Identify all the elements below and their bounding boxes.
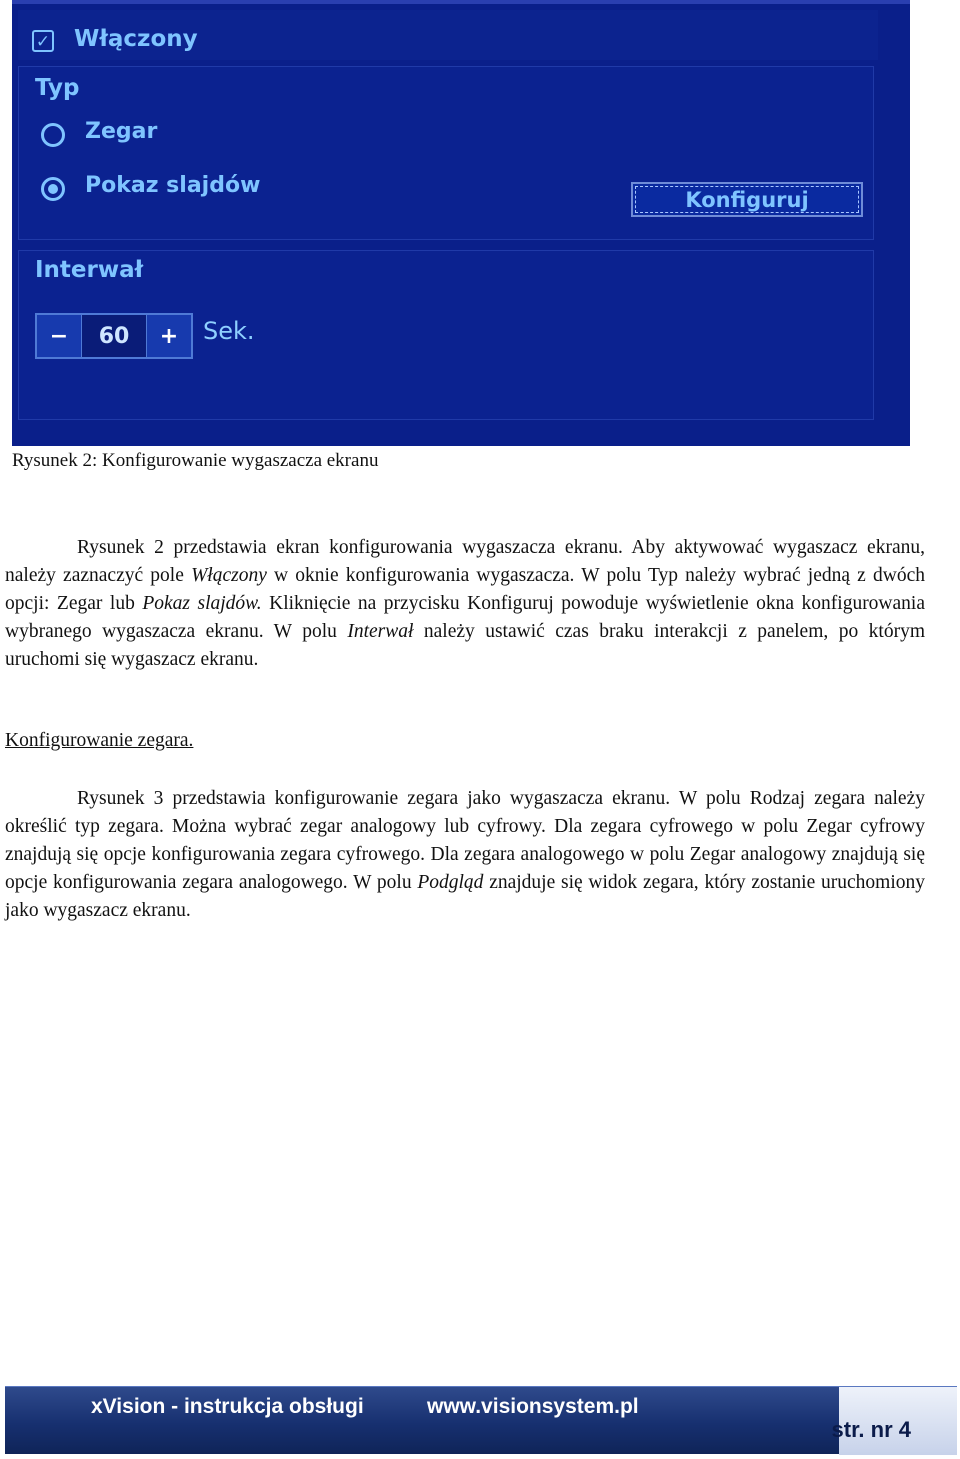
interval-group-title: Interwał — [35, 257, 144, 283]
interval-stepper — [35, 313, 193, 359]
radio-pokaz-slajdow-label: Pokaz slajdów — [85, 173, 261, 198]
interval-value[interactable]: 60 — [81, 315, 147, 357]
increment-button[interactable]: + — [147, 315, 191, 357]
enabled-checkbox[interactable] — [32, 30, 54, 52]
paragraph-2 — [5, 785, 925, 925]
type-group — [18, 66, 874, 240]
paragraph-1 — [5, 534, 925, 674]
paragraph-1-italic-3: Interwał — [347, 621, 414, 642]
figure-caption: Rysunek 2: Konfigurowanie wygaszacza ekranu — [12, 450, 379, 471]
paragraph-1-text-2: w oknie konfigurowania wygaszacza. W polu Typ należy wybrać jedną z dwóch opcji: Zegar lub — [5, 565, 925, 614]
radio-zegar[interactable] — [41, 123, 65, 147]
paragraph-2-text-1: Rysunek 3 przedstawia konfigurowanie zegara jako wygaszacza ekranu. W polu Rodzaj zegara należy określić typ zegara. Można wybrać zegar analogowy lub cyfrowy. Dla zegara cyfrowego w polu Zegar cyfrowy znajdują się opcje konfigurowania zegara cyfrowego. Dla zegara analogowego w polu Zegar analogowy znajdują się opcje konfigurowania zegara analogowego. W polu — [5, 788, 925, 893]
enabled-row — [18, 10, 878, 60]
decrement-button[interactable]: − — [37, 315, 81, 357]
checkmark-icon: ✓ — [35, 31, 51, 51]
paragraph-1-italic-2: Pokaz slajdów. — [142, 593, 262, 614]
paragraph-1-text-3: Kliknięcie na przycisku Konfiguruj powoduje wyświetlenie okna konfigurowania wybranego wygaszacza ekranu. W polu — [5, 593, 925, 642]
paragraph-1-italic-1: Włączony — [191, 565, 267, 586]
type-group-title: Typ — [35, 75, 80, 101]
footer-url: www.visionsystem.pl — [427, 1395, 639, 1418]
paragraph-1-text-4: należy ustawić czas braku interakcji z panelem, po którym uruchomi się wygaszacz ekranu. — [5, 621, 925, 670]
screensaver-settings-screenshot — [12, 0, 910, 446]
paragraph-2-text-2: znajduje się widok zegara, który zostanie uruchomiony jako wygaszacz ekranu. — [5, 872, 925, 921]
section-heading: Konfigurowanie zegara. — [5, 730, 194, 751]
radio-pokaz-slajdow[interactable] — [41, 177, 65, 201]
configure-button[interactable]: Konfiguruj — [631, 182, 863, 217]
unit-label: Sek. — [203, 317, 255, 345]
radio-zegar-label: Zegar — [85, 119, 158, 144]
paragraph-2-italic-1: Podgląd — [417, 872, 484, 893]
interval-group — [18, 250, 874, 420]
page-number: str. nr 4 — [831, 1417, 911, 1442]
page-footer — [5, 1386, 957, 1454]
footer-title: xVision - instrukcja obsługi — [91, 1395, 364, 1418]
enabled-label: Włączony — [74, 26, 198, 52]
paragraph-1-text-1: Rysunek 2 przedstawia ekran konfigurowania wygaszacza ekranu. Aby aktywować wygaszacz ekranu, należy zaznaczyć pole — [5, 537, 925, 586]
